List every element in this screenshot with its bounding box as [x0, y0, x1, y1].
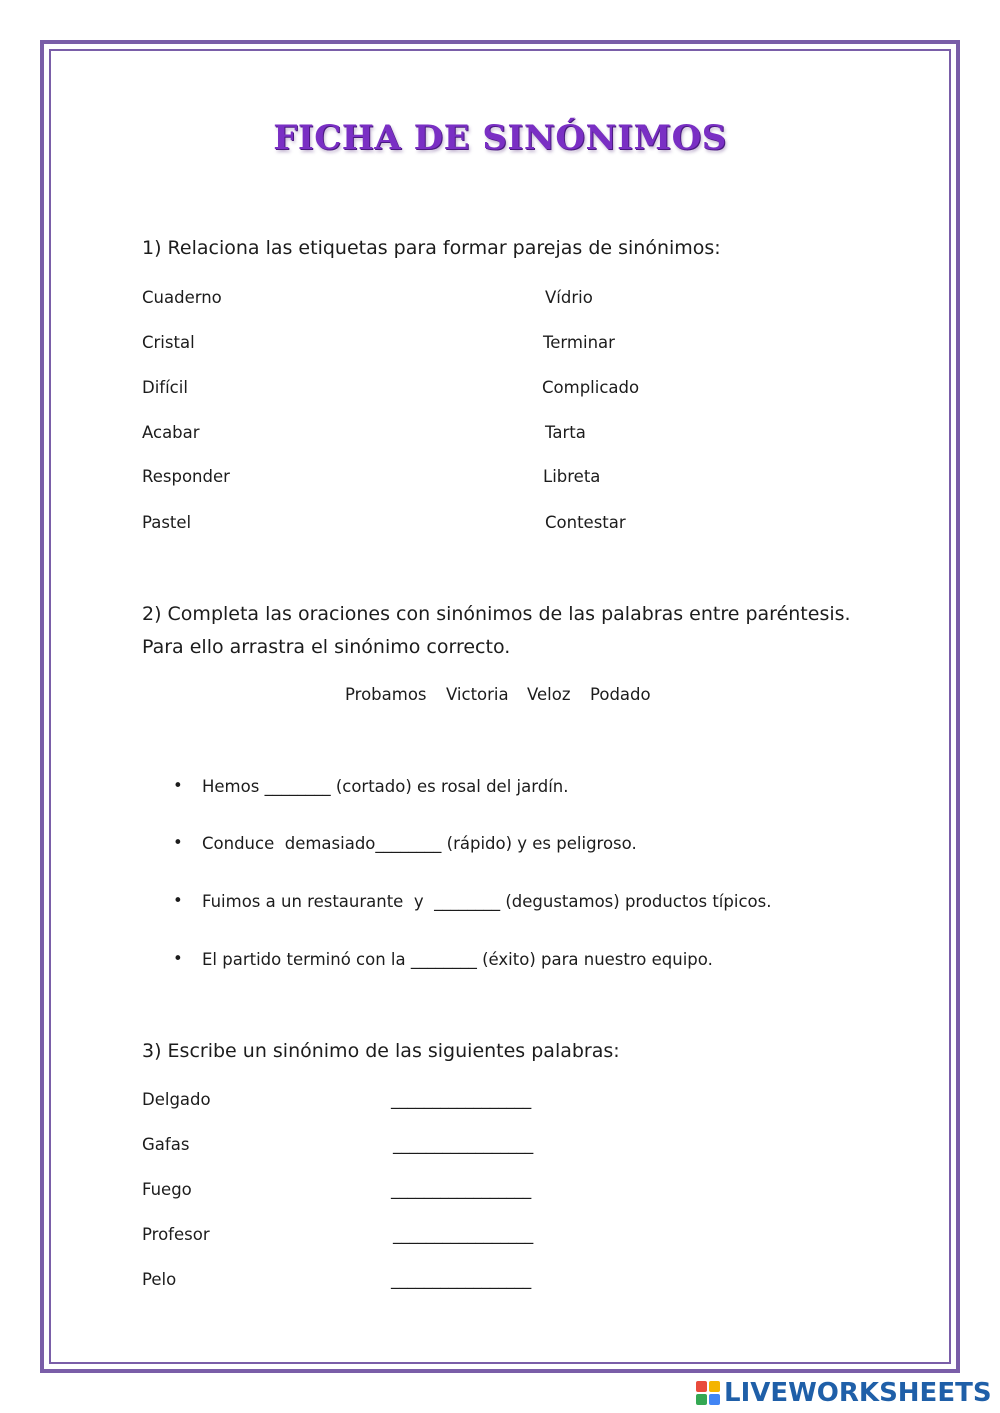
section3-heading: 3) Escribe un sinónimo de las siguientes palabras: — [142, 1040, 620, 1062]
match-right-word[interactable]: Libreta — [543, 467, 601, 486]
logo-tile — [709, 1381, 720, 1392]
section1-heading: 1) Relaciona las etiquetas para formar parejas de sinónimos: — [142, 237, 721, 259]
match-left-word[interactable]: Responder — [142, 467, 230, 486]
liveworksheets-brand-text: LIVEWORKSHEETS — [724, 1378, 992, 1408]
section2-heading-line1: 2) Completa las oraciones con sinónimos de las palabras entre paréntesis. — [142, 603, 851, 625]
logo-tile — [696, 1394, 707, 1405]
bullet-point: • — [173, 776, 183, 795]
fill-sentence: Hemos ________ (cortado) es rosal del jardín. — [202, 777, 569, 796]
word-bank-item[interactable]: Probamos — [345, 685, 427, 704]
synonym-word: Gafas — [142, 1135, 190, 1154]
fill-sentence: Conduce demasiado________ (rápido) y es peligroso. — [202, 834, 637, 853]
fill-sentence: Fuimos a un restaurante y ________ (degustamos) productos típicos. — [202, 892, 772, 911]
fill-sentence: El partido terminó con la ________ (éxito) para nuestro equipo. — [202, 950, 713, 969]
match-right-word[interactable]: Contestar — [545, 513, 626, 532]
word-bank-item[interactable]: Veloz — [527, 685, 571, 704]
match-left-word[interactable]: Cuaderno — [142, 288, 222, 307]
bullet-point: • — [173, 891, 183, 910]
match-left-word[interactable]: Acabar — [142, 423, 200, 442]
answer-blank[interactable]: _________________ — [393, 1135, 534, 1154]
synonym-word: Pelo — [142, 1270, 177, 1289]
synonym-word: Fuego — [142, 1180, 192, 1199]
match-left-word[interactable]: Difícil — [142, 378, 188, 397]
section2-heading-line2: Para ello arrastra el sinónimo correcto. — [142, 636, 511, 658]
match-right-word[interactable]: Terminar — [543, 333, 615, 352]
match-right-word[interactable]: Vídrio — [545, 288, 593, 307]
logo-tile — [696, 1381, 707, 1392]
worksheet-title: FICHA DE SINÓNIMOS — [273, 118, 727, 158]
match-left-word[interactable]: Pastel — [142, 513, 192, 532]
answer-blank[interactable]: _________________ — [391, 1270, 532, 1289]
match-right-word[interactable]: Tarta — [545, 423, 586, 442]
answer-blank[interactable]: _________________ — [391, 1180, 532, 1199]
liveworksheets-logo-icon — [696, 1381, 720, 1405]
answer-blank[interactable]: _________________ — [393, 1225, 534, 1244]
word-bank-item[interactable]: Victoria — [446, 685, 509, 704]
match-left-word[interactable]: Cristal — [142, 333, 195, 352]
synonym-word: Delgado — [142, 1090, 211, 1109]
answer-blank[interactable]: _________________ — [391, 1090, 532, 1109]
synonym-word: Profesor — [142, 1225, 210, 1244]
liveworksheets-logo — [696, 1377, 992, 1409]
match-right-word[interactable]: Complicado — [542, 378, 640, 397]
bullet-point: • — [173, 833, 183, 852]
bullet-point: • — [173, 949, 183, 968]
logo-tile — [709, 1394, 720, 1405]
word-bank-item[interactable]: Podado — [590, 685, 651, 704]
